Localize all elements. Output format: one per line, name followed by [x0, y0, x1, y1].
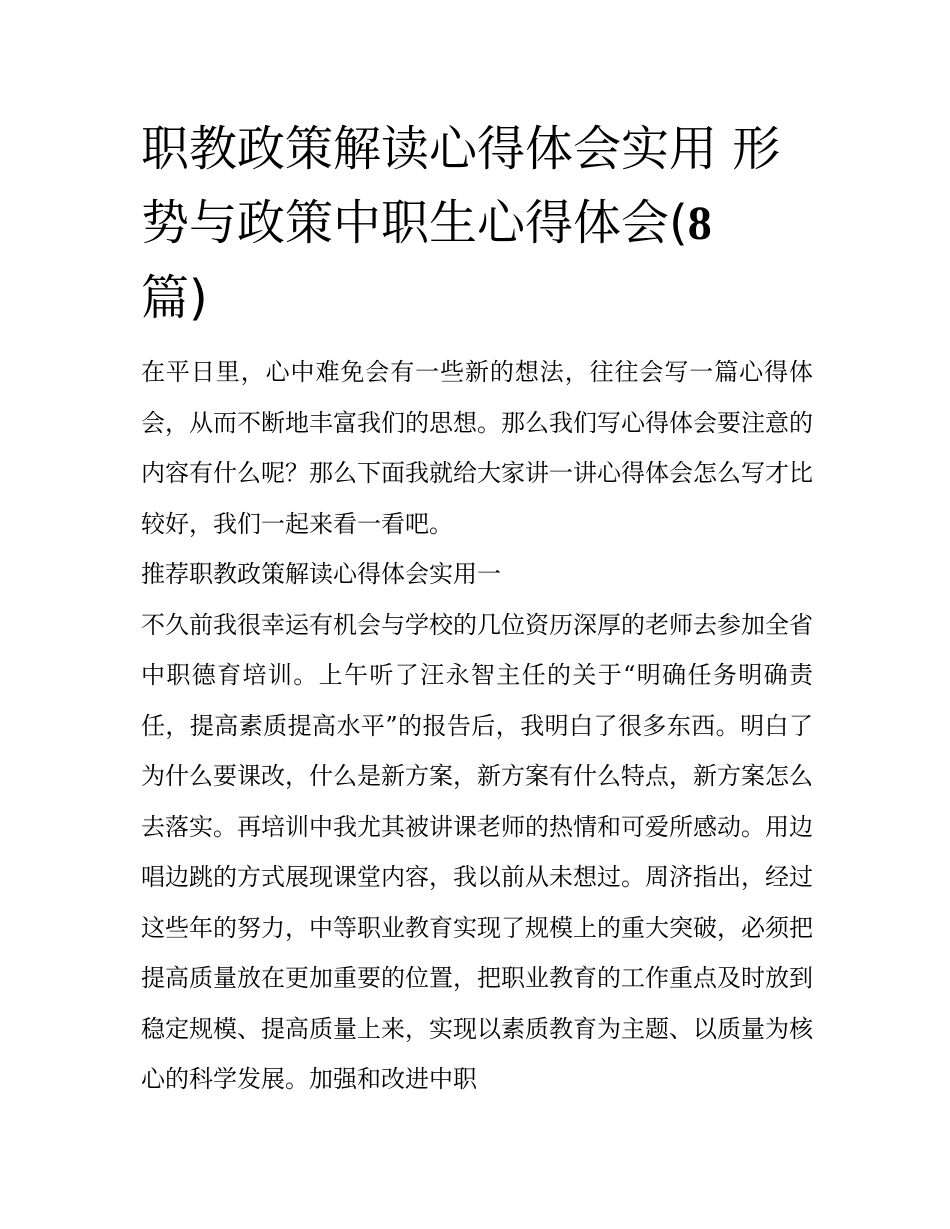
section-body-paragraph: 不久前我很幸运有机会与学校的几位资历深厚的老师去参加全省中职德育培训。上午听了汪永智主任的关于“明确任务明确责任，提高素质提高水平”的报告后，我明白了很多东西。明白了为什么要课改，什么是新方案，新方案有什么特点，新方案怎么去落实。再培训中我尤其被讲课老师的热情和可爱所感动。用边唱边跳的方式展现课堂内容，我以前从未想过。周济指出，经过这些年的努力，中等职业教育实现了规模上的重大突破，必须把提高质量放在更加重要的位置，把职业教育的工作重点及时放到稳定规模、提高质量上来，实现以素质教育为主题、以质量为核心的科学发展。加强和改进中职 [141, 610, 813, 1093]
title-number: 8 [687, 197, 712, 250]
intro-paragraph: 在平日里，心中难免会有一些新的想法，往往会写一篇心得体会，从而不断地丰富我们的思想。那么我们写心得体会要注意的内容有什么呢？那么下面我就给大家讲一讲心得体会怎么写才比较好，我们一起来看一看吧。 [141, 358, 813, 538]
title-tail-text: 篇) [141, 270, 208, 326]
document-content [141, 112, 813, 1105]
document-title [141, 112, 813, 335]
title-main-text: 职教政策解读心得体会实用 形势与政策中职生心得体会( [141, 121, 781, 251]
section-heading: 推荐职教政策解读心得体会实用一 [141, 560, 501, 588]
